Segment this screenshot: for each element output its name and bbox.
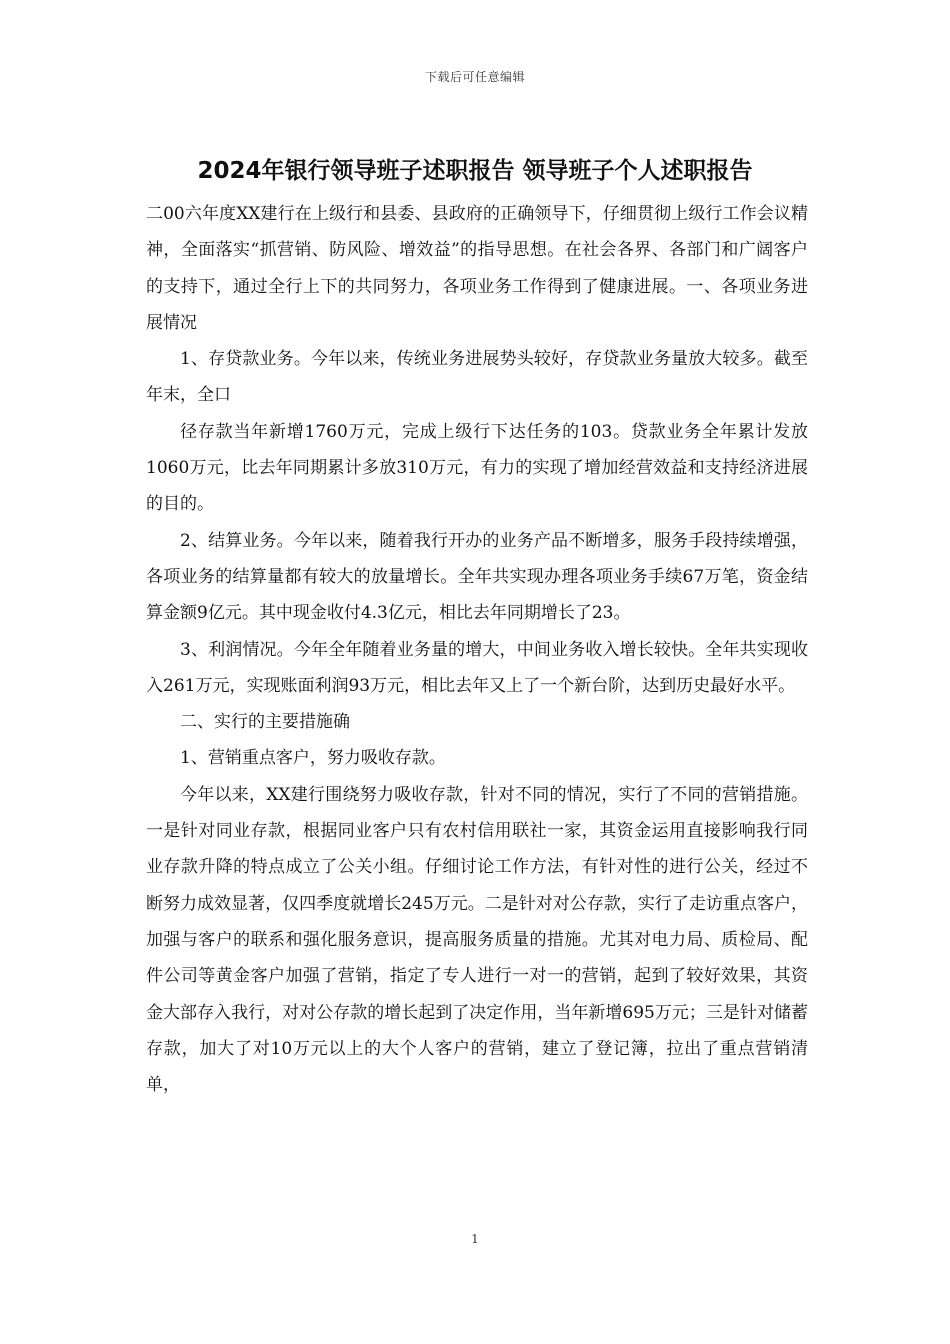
paragraph-marketing-measures: 今年以来，XX建行围绕努力吸收存款，针对不同的情况，实行了不同的营销措施。一是针对同业存款，根据同业客户只有农村信用联社一家，其资金运用直接影响我行同业存款升降的特点成立了公关小组。仔细讨论工作方法，有针对性的进行公关，经过不断努力成效显著，仅四季度就增长245万元。二是针对对公存款，实行了走访重点客户，加强与客户的联系和强化服务意识，提高服务质量的措施。尤其对电力局、质检局、配件公司等黄金客户加强了营销，指定了专人进行一对一的营销，起到了较好效果，其资金大部存入我行，对对公存款的增长起到了决定作用，当年新增695万元；三是针对储蓄存款，加大了对10万元以上的大个人客户的营销，建立了登记簿，拉出了重点营销清单， bbox=[146, 784, 808, 1096]
paragraph-deposit-loan: 1、存贷款业务。今年以来，传统业务进展势头较好，存贷款业务量放大较多。截至年末，全口 bbox=[146, 349, 808, 406]
paragraph-settlement: 2、结算业务。今年以来，随着我行开办的业务产品不断增多，服务手段持续增强，各项业务的结算量都有较大的放量增长。全年共实现办理各项业务手续67万笔，资金结算金额9亿元。其中现金收付4.3亿元，相比去年同期增长了23。 bbox=[146, 530, 808, 624]
paragraph-deposit-loan-continued: 径存款当年新增1760万元，完成上级行下达任务的103。贷款业务全年累计发放1060万元，比去年同期累计多放310万元，有力的实现了增加经营效益和支持经济进展的目的。 bbox=[146, 421, 808, 515]
subheading-key-clients: 1、营销重点客户，努力吸收存款。 bbox=[180, 748, 446, 769]
paragraph-profit: 3、利润情况。今年全年随着业务量的增大，中间业务收入增长较快。全年共实现收入261万元，实现账面利润93万元，相比去年又上了一个新台阶，达到历史最好水平。 bbox=[146, 639, 808, 696]
page-number: 1 bbox=[471, 1232, 479, 1246]
header-note: 下载后可任意编辑 bbox=[424, 70, 525, 84]
paragraph-intro: 二00六年度XX建行在上级行和县委、县政府的正确领导下，仔细贯彻上级行工作会议精神，全面落实“抓营销、防风险、增效益”的指导思想。在社会各界、各部门和广阔客户的支持下，通过全行上下的共同努力，各项业务工作得到了健康进展。一、各项业务进展情况 bbox=[146, 204, 808, 333]
document-title: 2024年银行领导班子述职报告 领导班子个人述职报告 bbox=[197, 158, 753, 184]
section-heading-measures: 二、实行的主要措施确 bbox=[180, 712, 350, 733]
document-body bbox=[146, 196, 808, 1103]
